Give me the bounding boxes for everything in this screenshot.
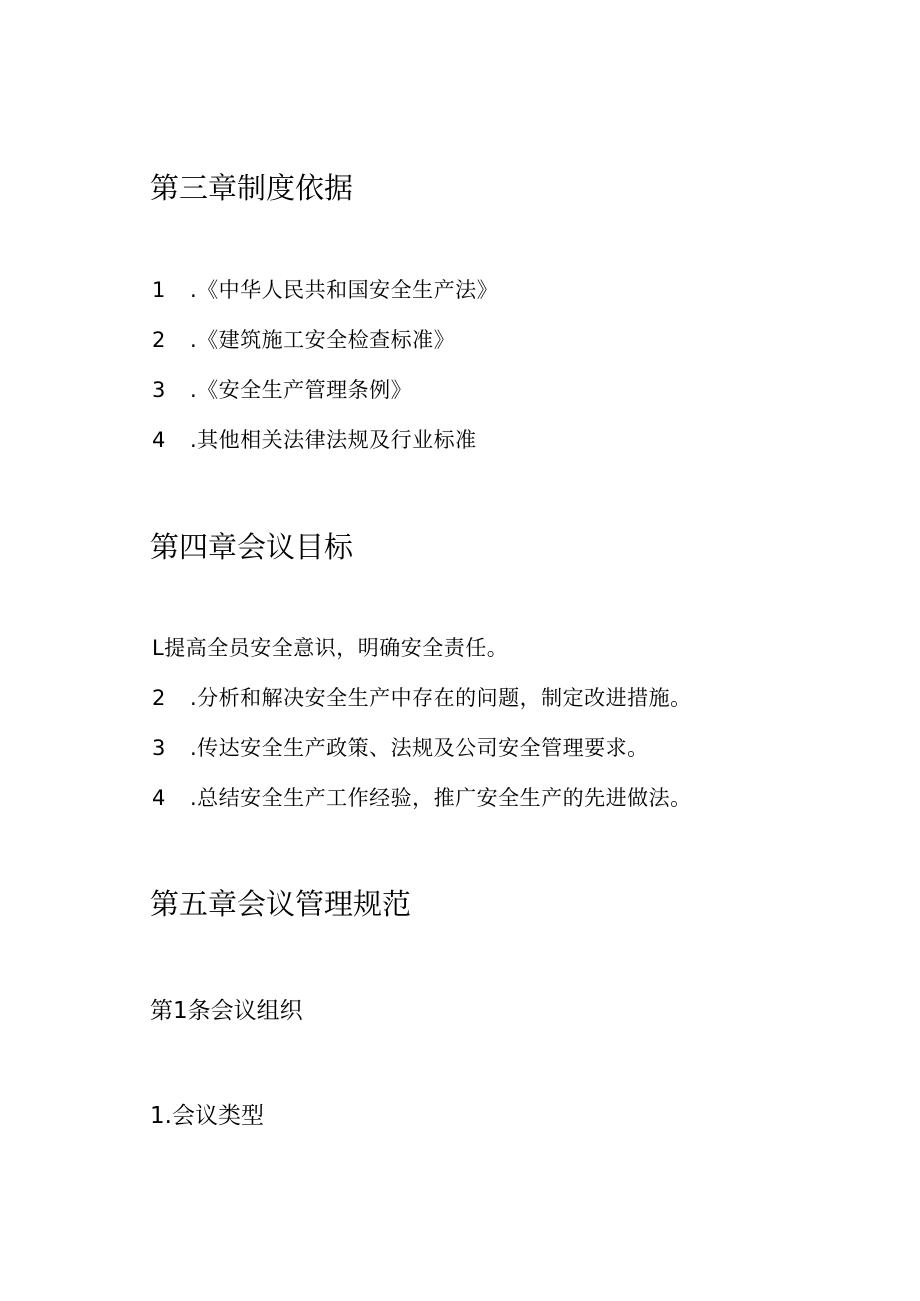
chapter-3-item-4 [152,425,477,455]
item-text: .总结安全生产工作经验，推广安全生产的先进做法。 [190,786,692,810]
chapter-4-item-4 [152,783,692,813]
item-text: L提高全员安全意识，明确安全责任。 [152,636,509,660]
item-number: 1 [152,278,166,302]
chapter-3-title: 第三章制度依据 [150,171,354,205]
item-text: .分析和解决安全生产中存在的问题，制定改进措施。 [190,686,692,710]
item-text: .传达安全生产政策、法规及公司安全管理要求。 [190,736,649,760]
item-text: .其他相关法律法规及行业标准 [190,428,477,452]
chapter-4-item-1 [152,633,508,663]
item-number: 2 [152,328,166,352]
item-text: .《中华人民共和国安全生产法》 [190,278,499,302]
chapter-4-item-2 [152,683,692,713]
item-number: 4 [152,428,166,452]
item-number: 4 [152,786,166,810]
item-number: 3 [152,378,166,402]
chapter-4-item-3 [152,733,649,763]
item-number: 2 [152,686,166,710]
item-text: .《建筑施工安全检查标准》 [190,328,456,352]
item-number: 3 [152,736,166,760]
chapter-3-item-2 [152,325,455,355]
subsection-1-title: 1.会议类型 [150,1103,264,1129]
chapter-3-item-3 [152,375,412,405]
article-1-title: 第1条会议组织 [150,998,303,1024]
chapter-5-title: 第五章会议管理规范 [150,887,412,921]
chapter-3-item-1 [152,275,498,305]
chapter-4-title: 第四章会议目标 [150,530,354,564]
item-text: .《安全生产管理条例》 [190,378,413,402]
